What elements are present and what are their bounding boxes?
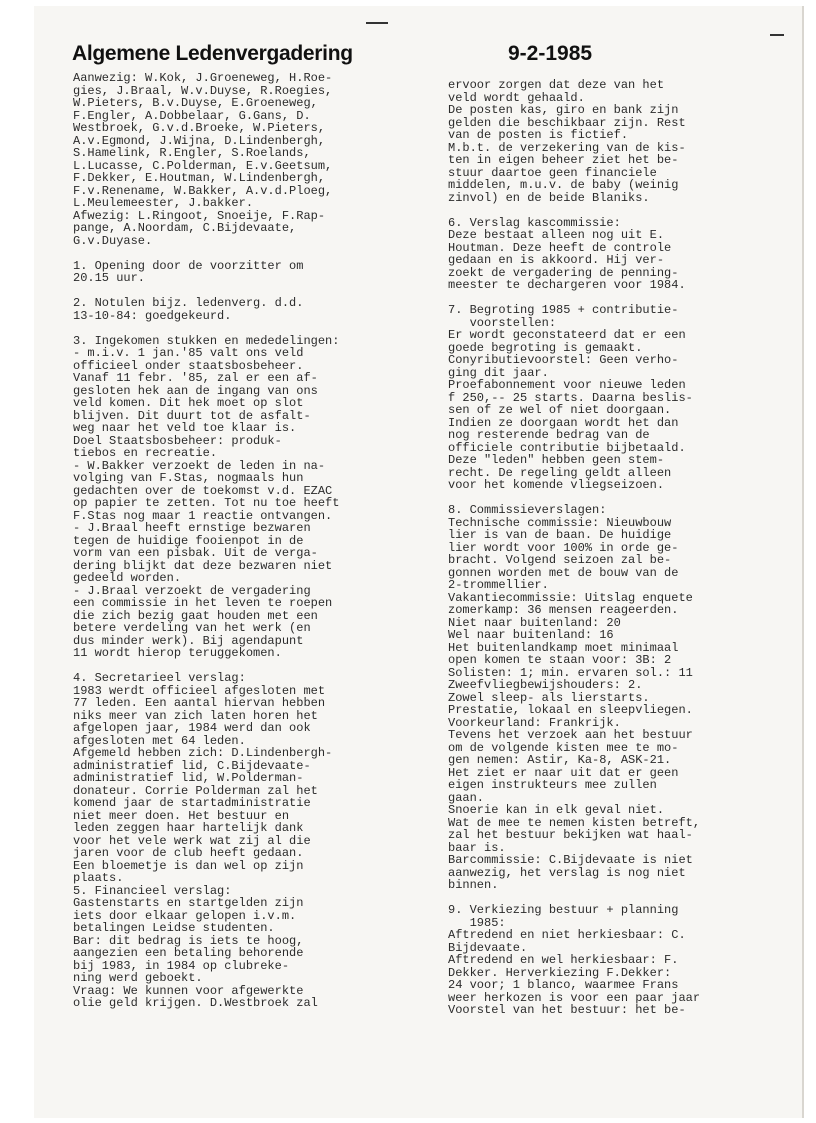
text-line: lier is van de baan. De huidige bbox=[448, 528, 672, 542]
text-line: Afgemeld hebben zich: D.Lindenbergh- bbox=[73, 746, 333, 760]
text-line: F.v.Renename, W.Bakker, A.v.d.Ploeg, bbox=[73, 183, 333, 198]
text-line: Deze "leden" hebben geen stem- bbox=[448, 453, 665, 467]
text-line: voor het komende vliegseizoen. bbox=[448, 478, 665, 492]
text-line: 7. Begroting 1985 + contributie- bbox=[448, 303, 679, 317]
text-line: Westbroek, G.v.d.Broeke, W.Pieters, bbox=[73, 121, 326, 135]
text-line: W.Pieters, B.v.Duyse, E.Groeneweg, bbox=[73, 96, 318, 110]
text-line: gedeeld worden. bbox=[73, 571, 182, 585]
text-line: 11 wordt hierop teruggekomen. bbox=[73, 646, 282, 660]
left-column-text bbox=[73, 72, 438, 1010]
text-line bbox=[73, 247, 438, 260]
text-line: Wat de mee te nemen kisten betreft, bbox=[448, 815, 701, 830]
text-line: A.v.Egmond, J.Wijna, D.Lindenbergh, bbox=[73, 133, 326, 148]
text-line: Niet naar buitenland: 20 bbox=[448, 615, 621, 630]
text-line: 2-trommellier. bbox=[448, 578, 549, 592]
text-line: van de posten is fictief. bbox=[448, 128, 629, 142]
text-line: aangezien een betaling behorende bbox=[73, 946, 304, 960]
text-line: G.v.Duyase. bbox=[73, 233, 153, 248]
text-line: Indien ze doorgaan wordt het dan bbox=[448, 415, 679, 430]
text-line: ning werd geboekt. bbox=[73, 971, 203, 985]
text-line: 13-10-84: goedgekeurd. bbox=[73, 308, 232, 323]
scan-mark bbox=[770, 34, 784, 36]
text-line: gedaan en is akkoord. Hij ver- bbox=[448, 253, 665, 267]
text-line: Zweefvliegbewijshouders: 2. bbox=[448, 678, 643, 692]
text-line: officiele contributie bijbetaald. bbox=[448, 440, 686, 455]
text-line: Barcommissie: C.Bijdevaate is niet bbox=[448, 853, 693, 867]
text-line: pange, A.Noordam, C.Bijdevaate, bbox=[73, 221, 297, 235]
text-line: officieel onder staatsbosbeheer. bbox=[73, 358, 304, 373]
text-line: Bar: dit bedrag is iets te hoog, bbox=[73, 933, 304, 948]
text-line: ten in eigen beheer ziet het be- bbox=[448, 153, 679, 167]
text-line: binnen. bbox=[448, 878, 499, 892]
text-line: tiebos en recreatie. bbox=[73, 446, 218, 460]
text-line: om de volgende kisten mee te mo- bbox=[448, 740, 679, 755]
text-line: gedachten over de toekomst v.d. EZAC bbox=[73, 483, 333, 498]
text-line: administratief lid, C.Bijdevaate- bbox=[73, 758, 311, 773]
text-line: eigen instrukteurs mee zullen bbox=[448, 778, 657, 792]
text-line: Snoerie kan in elk geval niet. bbox=[448, 803, 665, 817]
text-line: nog resterende bedrag van de bbox=[448, 428, 650, 442]
text-line: L.Meulemeester, J.bakker. bbox=[73, 196, 254, 210]
text-line: die zich bezig gaat houden met een bbox=[73, 608, 318, 623]
text-line: gelden die beschikbaar zijn. Rest bbox=[448, 115, 686, 130]
text-line: zoekt de vergadering de penning- bbox=[448, 265, 679, 280]
text-line: Vanaf 11 febr. '85, zal er een af- bbox=[73, 371, 318, 385]
text-line: jaren voor de club heeft gedaan. bbox=[73, 846, 304, 860]
text-line bbox=[73, 322, 438, 335]
text-line: donateur. Corrie Polderman zal het bbox=[73, 783, 318, 798]
text-line: gesloten hek aan de ingang van ons bbox=[73, 383, 318, 398]
text-line: niks meer van zich laten horen het bbox=[73, 708, 318, 723]
text-line: stuur daartoe geen financiele bbox=[448, 165, 657, 180]
text-line: tegen de huidige fooienpot in de bbox=[73, 533, 304, 548]
text-line: Tevens het verzoek aan het bestuur bbox=[448, 728, 693, 742]
text-line: Vraag: We kunnen voor afgewerkte bbox=[73, 983, 304, 998]
text-line: Aanwezig: W.Kok, J.Groeneweg, H.Roe- bbox=[73, 71, 333, 85]
scan-mark bbox=[366, 22, 388, 24]
text-line: M.b.t. de verzekering van de kis- bbox=[448, 140, 686, 155]
text-line: Deze bestaat alleen nog uit E. bbox=[448, 228, 665, 242]
text-line: De posten kas, giro en bank zijn bbox=[448, 103, 679, 117]
text-line: 77 leden. Een aantal hiervan hebben bbox=[73, 696, 326, 710]
text-line: zomerkamp: 36 mensen reageerden. bbox=[448, 603, 679, 617]
text-line: goede begroting is gemaakt. bbox=[448, 340, 643, 355]
text-line: Proefabonnement voor nieuwe leden bbox=[448, 378, 686, 392]
text-line: 20.15 uur. bbox=[73, 271, 146, 285]
text-line: Afwezig: L.Ringoot, Snoeije, F.Rap- bbox=[73, 208, 326, 223]
text-line: - W.Bakker verzoekt de leden in na- bbox=[73, 458, 326, 473]
text-line: Solisten: 1; min. ervaren sol.: 11 bbox=[448, 665, 693, 680]
text-line: vorm van een pisbak. Uit de verga- bbox=[73, 546, 318, 560]
text-line: Wel naar buitenland: 16 bbox=[448, 628, 614, 642]
text-line: Zowel sleep- als lierstarts. bbox=[448, 690, 650, 705]
text-line: Er wordt geconstateerd dat er een bbox=[448, 328, 686, 342]
text-line: zal het bestuur bekijken wat haal- bbox=[448, 828, 693, 842]
text-line: dus minder werk). Bij agendapunt bbox=[73, 633, 304, 648]
text-line: 4. Secretarieel verslag: bbox=[73, 671, 246, 685]
text-line: sen of ze wel of niet doorgaan. bbox=[448, 403, 672, 417]
text-line: recht. De regeling geldt alleen bbox=[448, 465, 672, 480]
text-line: betalingen Leidse studenten. bbox=[73, 921, 275, 935]
text-line: Aftredend en niet herkiesbaar: C. bbox=[448, 928, 686, 942]
text-line: ervoor zorgen dat deze van het bbox=[448, 78, 665, 92]
text-line: 24 voor; 1 blanco, waarmee Frans bbox=[448, 978, 679, 992]
text-line: plaats. bbox=[73, 871, 124, 885]
text-line: F.Dekker, E.Houtman, W.Lindenbergh, bbox=[73, 171, 326, 185]
text-line: betere verdeling van het werk (en bbox=[73, 621, 311, 635]
text-line: niet meer doen. Het bestuur en bbox=[73, 808, 290, 823]
text-line: Voorstel van het bestuur: het be- bbox=[448, 1003, 686, 1017]
text-line: Het ziet er naar uit dat er geen bbox=[448, 765, 679, 780]
text-line: gaan. bbox=[448, 790, 485, 805]
text-line: lier wordt voor 100% in orde ge- bbox=[448, 540, 679, 555]
text-line: 3. Ingekomen stukken en mededelingen: bbox=[73, 333, 340, 348]
text-line: Voorkeurland: Frankrijk. bbox=[448, 715, 621, 730]
text-line: volging van F.Stas, nogmaals hun bbox=[73, 471, 304, 485]
text-line: veld wordt gehaald. bbox=[448, 90, 585, 105]
text-line: 9. Verkiezing bestuur + planning bbox=[448, 903, 679, 917]
text-line: Vakantiecommissie: Uitslag enquete bbox=[448, 590, 693, 605]
text-line: 1985: bbox=[448, 915, 506, 930]
text-line: 6. Verslag kascommissie: bbox=[448, 215, 621, 230]
text-line: bij 1983, in 1984 op clubreke- bbox=[73, 958, 290, 973]
text-line: een commissie in het leven te roepen bbox=[73, 596, 333, 610]
text-line: afgesloten met 64 leden. bbox=[73, 733, 246, 748]
text-line: Aftredend en wel herkiesbaar: F. bbox=[448, 953, 679, 967]
text-line: 2. Notulen bijz. ledenverg. d.d. bbox=[73, 296, 304, 310]
text-line bbox=[448, 204, 798, 217]
text-line: dering blijkt dat deze bezwaren niet bbox=[73, 558, 333, 573]
text-line: olie geld krijgen. D.Westbroek zal bbox=[73, 996, 318, 1010]
text-line: gies, J.Braal, W.v.Duyse, R.Roegies, bbox=[73, 83, 333, 98]
document-date: 9-2-1985 bbox=[508, 42, 593, 65]
text-line: weg naar het veld toe klaar is. bbox=[73, 421, 297, 435]
text-line: ging dit jaar. bbox=[448, 365, 549, 380]
text-line: aanwezig, het verslag is nog niet bbox=[448, 865, 686, 880]
text-line: L.Lucasse, C.Polderman, E.v.Geetsum, bbox=[73, 158, 333, 173]
text-line: Dekker. Herverkiezing F.Dekker: bbox=[448, 965, 672, 980]
text-line: bracht. Volgend seizoen zal be- bbox=[448, 553, 672, 567]
text-line: komend jaar de startadministratie bbox=[73, 796, 311, 810]
text-line: F.Stas nog maar 1 reactie ontvangen. bbox=[73, 508, 333, 523]
text-line: Een bloemetje is dan wel op zijn bbox=[73, 858, 304, 873]
text-line: voor het vele werk wat zij al die bbox=[73, 833, 311, 848]
text-line: administratief lid, W.Polderman- bbox=[73, 771, 304, 785]
text-line: open komen te staan voor: 3B: 2 bbox=[448, 653, 672, 667]
text-line: - J.Braal verzoekt de vergadering bbox=[73, 583, 311, 598]
text-line: 5. Financieel verslag: bbox=[73, 883, 232, 898]
text-line: iets door elkaar gelopen i.v.m. bbox=[73, 908, 297, 923]
text-line: 1. Opening door de voorzitter om bbox=[73, 258, 304, 273]
text-line: voorstellen: bbox=[448, 315, 557, 330]
document-title: Algemene Ledenvergadering bbox=[72, 42, 353, 65]
text-line: gonnen worden met de bouw van de bbox=[448, 565, 679, 580]
text-line: f 250,-- 25 starts. Daarna beslis- bbox=[448, 390, 693, 405]
text-line: Gastenstarts en startgelden zijn bbox=[73, 896, 304, 910]
text-line: gen nemen: Astir, Ka-8, ASK-21. bbox=[448, 753, 672, 767]
text-line: 1983 werdt officieel afgesloten met bbox=[73, 683, 326, 698]
text-line: Technische commissie: Nieuwbouw bbox=[448, 515, 672, 530]
right-column-text bbox=[448, 79, 798, 1017]
text-line: Prestatie, lokaal en sleepvliegen. bbox=[448, 703, 693, 717]
text-line: middelen, m.u.v. de baby (weinig bbox=[448, 178, 679, 192]
text-line: Bijdevaate. bbox=[448, 940, 528, 955]
text-line: leden zeggen haar hartelijk dank bbox=[73, 821, 304, 835]
text-line: 8. Commissieverslagen: bbox=[448, 503, 607, 517]
text-line: Conyributievoorstel: Geen verho- bbox=[448, 353, 679, 367]
text-line: weer herkozen is voor een paar jaar bbox=[448, 990, 701, 1005]
text-line: op papier te zetten. Tot nu toe heeft bbox=[73, 496, 340, 510]
text-line: - m.i.v. 1 jan.'85 valt ons veld bbox=[73, 346, 304, 360]
text-line: Het buitenlandkamp moet minimaal bbox=[448, 640, 679, 655]
text-line: blijven. Dit duurt tot de asfalt- bbox=[73, 408, 311, 423]
text-line: zinvol) en de beide Blaniks. bbox=[448, 190, 650, 205]
text-line: - J.Braal heeft ernstige bezwaren bbox=[73, 521, 311, 535]
text-line: Doel Staatsbosbeheer: produk- bbox=[73, 433, 282, 448]
text-line: S.Hamelink, R.Engler, S.Roelands, bbox=[73, 146, 311, 160]
text-line: baar is. bbox=[448, 840, 506, 855]
text-line: veld komen. Dit hek moet op slot bbox=[73, 396, 304, 410]
text-line: Houtman. Deze heeft de controle bbox=[448, 240, 672, 255]
text-line: meester te dechargeren voor 1984. bbox=[448, 278, 686, 292]
text-line: afgelopen jaar, 1984 werd dan ook bbox=[73, 721, 311, 735]
text-line: F.Engler, A.Dobbelaar, G.Gans, D. bbox=[73, 108, 311, 123]
